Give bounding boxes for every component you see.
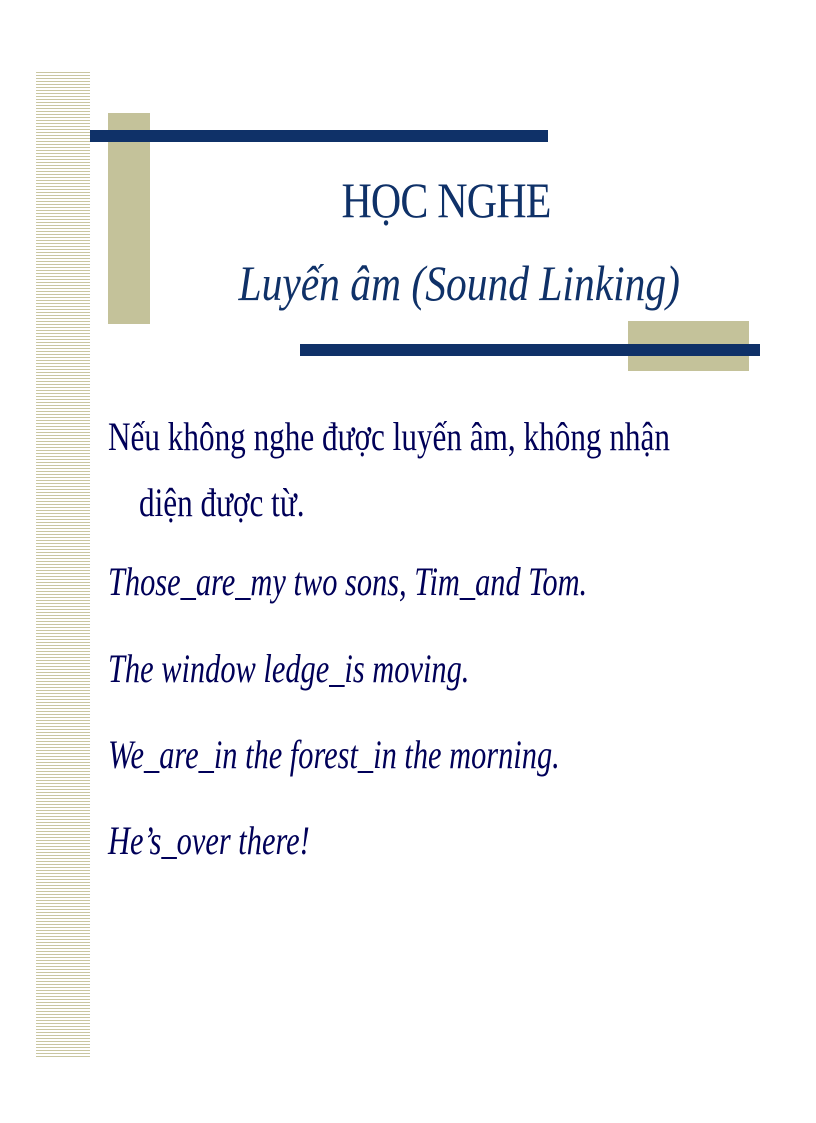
intro-text-line-2: diện được từ. bbox=[139, 480, 305, 525]
decorative-navy-bar-top bbox=[90, 130, 548, 142]
slide-subtitle: Luyến âm (Sound Linking) bbox=[238, 255, 680, 311]
example-sentence: Those_are_my two sons, Tim_and Tom. bbox=[108, 559, 588, 604]
decorative-khaki-block-top bbox=[108, 113, 150, 324]
decorative-stripe-column bbox=[36, 72, 90, 1058]
example-sentence: We_are_in the forest_in the morning. bbox=[108, 732, 560, 777]
slide-title: HỌC NGHE bbox=[341, 172, 551, 228]
intro-text-line-1: Nếu không nghe được luyến âm, không nhận bbox=[108, 414, 670, 459]
example-sentence: He’s_over there! bbox=[108, 818, 310, 863]
decorative-navy-bar-bottom bbox=[300, 344, 760, 356]
example-sentence: The window ledge_is moving. bbox=[108, 646, 470, 691]
